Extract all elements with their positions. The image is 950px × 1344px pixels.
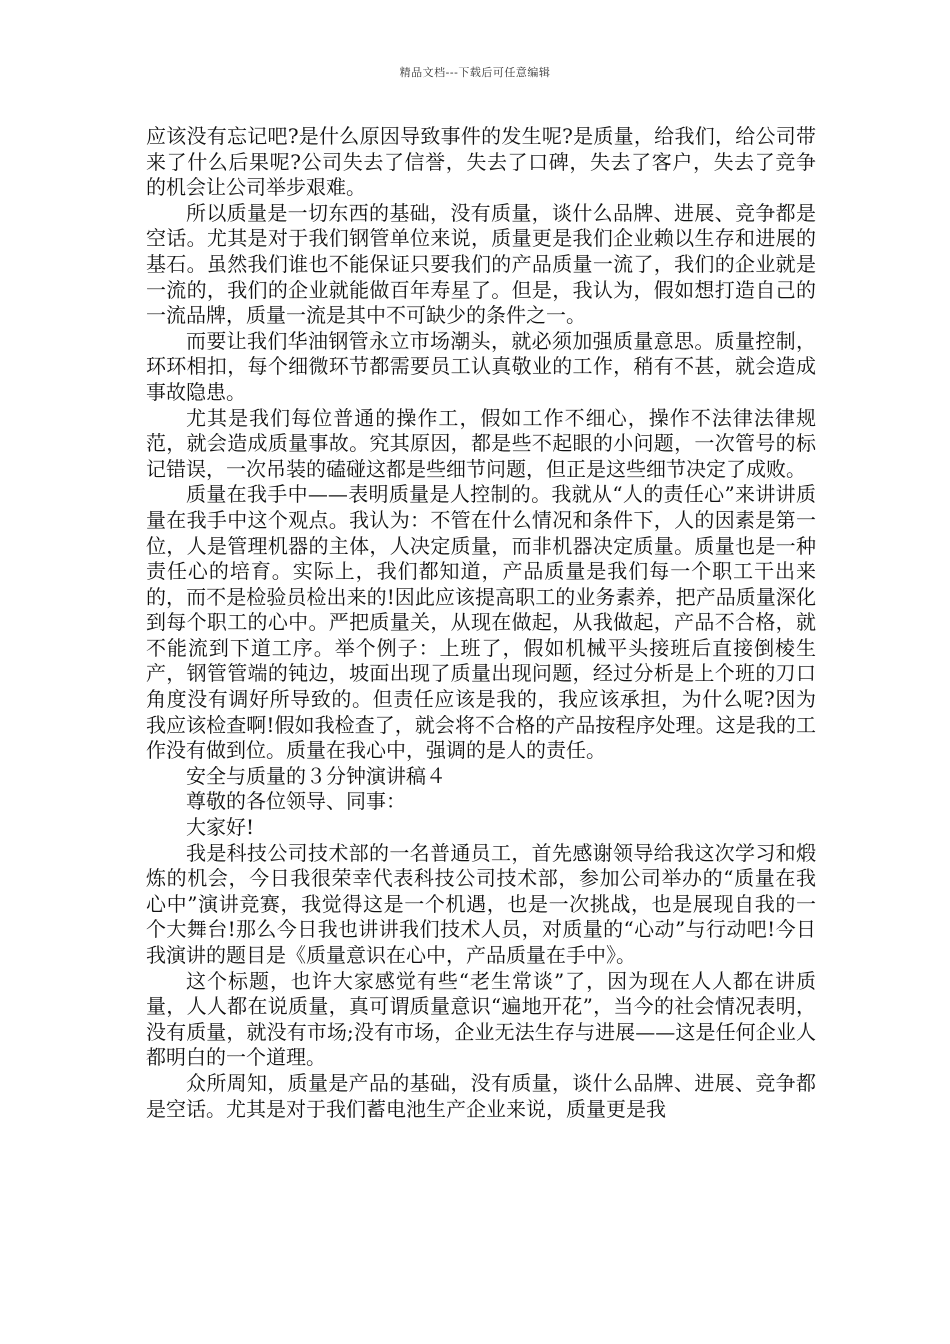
speech-title: 安全与质量的３分钟演讲稿４ [186, 763, 446, 788]
greeting: 大家好! [186, 815, 255, 840]
paragraph: 这个标题，也许大家感觉有些“老生常谈”了，因为现在人人都在讲质量，人人都在说质量，真可谓质量意识“遍地开花”，当今的社会情况表明，没有质量，就没有市场;没有市场，企业无法生存与进展——这是任何企业人都明白的一个道理。 [146, 968, 816, 1070]
paragraph: 应该没有忘记吧?是什么原因导致事件的发生呢?是质量，给我们，给公司带来了什么后果呢?公司失去了信誉，失去了口碑，失去了客户，失去了竞争的机会让公司举步艰难。 [146, 124, 816, 200]
paragraph: 所以质量是一切东西的基础，没有质量，谈什么品牌、进展、竞争都是空话。尤其是对于我们钢管单位来说，质量更是我们企业赖以生存和进展的基石。虽然我们谁也不能保证只要我们的产品质量一流了，我们的企业就是一流的，我们的企业就能做百年寿星了。但是，我认为，假如想打造自己的一流品牌，质量一流是其中不可缺少的条件之一。 [146, 200, 816, 328]
paragraph: 我是科技公司技术部的一名普通员工，首先感谢领导给我这次学习和煅炼的机会，今日我很荣幸代表科技公司技术部，参加公司举办的“质量在我心中”演讲竞赛，我觉得这是一个机遇，也是一次挑战，也是展现自我的一个大舞台!那么今日我也讲讲我们技术人员，对质量的“心动”与行动吧!今日我演讲的题目是《质量意识在心中，产品质量在手中》。 [146, 840, 816, 967]
salutation: 尊敬的各位领导、同事： [186, 789, 406, 814]
paragraph: 质量在我手中——表明质量是人控制的。我就从“人的责任心”来讲讲质量在我手中这个观点。我认为：不管在什么情况和条件下，人的因素是第一位，人是管理机器的主体，人决定质量，而非机器决定质量。质量也是一种责任心的培育。实际上，我们都知道，产品质量是我们每一个职工干出来的，而不是检验员检出来的!因此应该提高职工的业务素养，把产品质量深化到每个职工的心中。严把质量关，从现在做起，从我做起，产品不合格，就不能流到下道工序。举个例子：上班了，假如机械平头接班后直接倒棱生产，钢管管端的钝边，坡面出现了质量出现问题，经过分析是上个班的刀口角度没有调好所导致的。但责任应该是我的，我应该承担，为什么呢?因为我应该检查啊!假如我检查了，就会将不合格的产品按程序处理。这是我的工作没有做到位。质量在我心中，强调的是人的责任。 [146, 482, 816, 763]
paragraph: 尤其是我们每位普通的操作工，假如工作不细心，操作不法律法律规范，就会造成质量事故。究其原因，都是些不起眼的小问题，一次管号的标记错误，一次吊装的磕碰这都是些细节问题，但正是这些细节决定了成败。 [146, 405, 816, 481]
paragraph: 而要让我们华油钢管永立市场潮头，就必须加强质量意思。质量控制，环环相扣，每个细微环节都需要员工认真敬业的工作，稍有不甚，就会造成事故隐患。 [146, 328, 816, 404]
paragraph: 众所周知，质量是产品的基础，没有质量，谈什么品牌、进展、竞争都是空话。尤其是对于我们蓄电池生产企业来说，质量更是我 [146, 1070, 816, 1121]
document-body [146, 124, 816, 1122]
page-header: 精品文档---下载后可任意编辑 [399, 66, 551, 79]
